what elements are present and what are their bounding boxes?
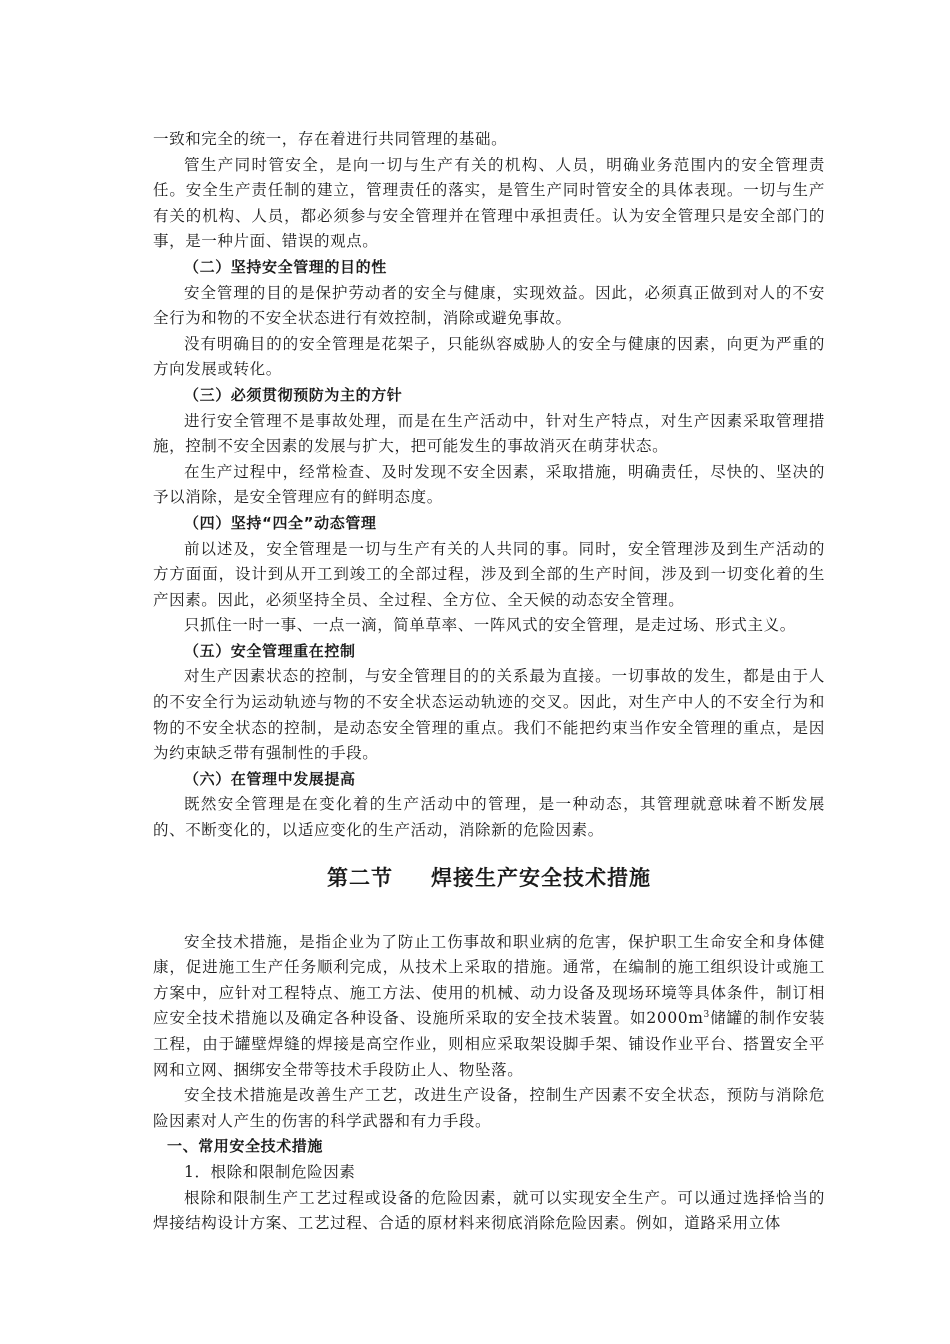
section-title [153, 863, 825, 893]
paragraph: 没有明确目的的安全管理是花架子，只能纵容威胁人的安全与健康的因素，向更为严重的方向发展或转化。 [153, 334, 825, 379]
paragraph: 进行安全管理不是事故处理，而是在生产活动中，针对生产特点，对生产因素采取管理措施，控制不安全因素的发展与扩大，把可能发生的事故消灭在萌芽状态。 [153, 411, 825, 456]
subheading: （六）在管理中发展提高 [184, 769, 356, 788]
superscript: 3 [703, 1010, 710, 1021]
section-name: 焊接生产安全技术措施 [431, 865, 651, 890]
paragraph: 只抓住一时一事、一点一滴，简单草率、一阵风式的安全管理，是走过场、形式主义。 [184, 616, 796, 635]
paragraph-text: 储罐的制作安装工程，由于罐壁焊缝的焊接是高空作业，则相应采取架设脚手架、铺设作业平台、搭置安全平网和立网、捆绑安全带等技术手段防止人、物坠落。 [153, 1009, 825, 1079]
numbered-heading: 1．根除和限制危险因素 [184, 1162, 356, 1181]
paragraph: 安全管理的目的是保护劳动者的安全与健康，实现效益。因此，必须真正做到对人的不安全行为和物的不安全状态进行有效控制，消除或避免事故。 [153, 283, 825, 328]
paragraph: 根除和限制生产工艺过程或设备的危险因素，就可以实现安全生产。可以通过选择恰当的焊接结构设计方案、工艺过程、合适的原材料来彻底消除危险因素。例如，道路采用立体 [153, 1188, 825, 1233]
subheading: （二）坚持安全管理的目的性 [184, 257, 387, 276]
paragraph: 既然安全管理是在变化着的生产活动中的管理，是一种动态，其管理就意味着不断发展的、不断变化的，以适应变化的生产活动，消除新的危险因素。 [153, 795, 825, 840]
paragraph: 安全技术措施是改善生产工艺，改进生产设备，控制生产因素不安全状态，预防与消除危险因素对人产生的伤害的科学武器和有力手段。 [153, 1086, 825, 1130]
subheading: （五）安全管理重在控制 [184, 641, 356, 660]
subheading: （四）坚持“四全”动态管理 [184, 513, 377, 532]
subheading: （三）必须贯彻预防为主的方针 [184, 385, 403, 404]
section-number: 第二节 [327, 865, 393, 890]
paragraph-text: 安全技术措施，是指企业为了防止工伤事故和职业病的危害，保护职工生命安全和身体健康，促进施工生产任务顺利完成，从技术上采取的措施。通常，在编制的施工组织设计或施工方案中，应针对工程特点、施工方法、使用的机械、动力设备及现场环境等具体条件，制订相应安全技术措施以及确定各种设备、设施所采取的安全技术装置。如2000m [153, 932, 825, 1028]
paragraph: 前以述及，安全管理是一切与生产有关的人共同的事。同时，安全管理涉及到生产活动的方方面面，设计到从开工到竣工的全部过程，涉及到全部的生产时间，涉及到一切变化着的生产因素。因此，必须坚持全员、全过程、全方位、全天候的动态安全管理。 [153, 539, 825, 609]
paragraph [153, 930, 825, 1084]
paragraph: 对生产因素状态的控制，与安全管理目的的关系最为直接。一切事故的发生，都是由于人的不安全行为运动轨迹与物的不安全状态运动轨迹的交叉。因此，对生产中人的不安全行为和物的不安全状态的控制，是动态安全管理的重点。我们不能把约束当作安全管理的重点，是因为约束缺乏带有强制性的手段。 [153, 667, 825, 763]
heading-level-1: 一、常用安全技术措施 [167, 1137, 324, 1156]
paragraph: 在生产过程中，经常检查、及时发现不安全因素，采取措施，明确责任，尽快的、坚决的予以消除，是安全管理应有的鲜明态度。 [153, 462, 825, 507]
paragraph: 管生产同时管安全，是向一切与生产有关的机构、人员，明确业务范围内的安全管理责任。安全生产责任制的建立，管理责任的落实，是管生产同时管安全的具体表现。一切与生产有关的机构、人员，都必须参与安全管理并在管理中承担责任。认为安全管理只是安全部门的事，是一种片面、错误的观点。 [153, 155, 825, 251]
paragraph: 一致和完全的统一，存在着进行共同管理的基础。 [153, 130, 508, 148]
document-body [153, 127, 825, 1237]
